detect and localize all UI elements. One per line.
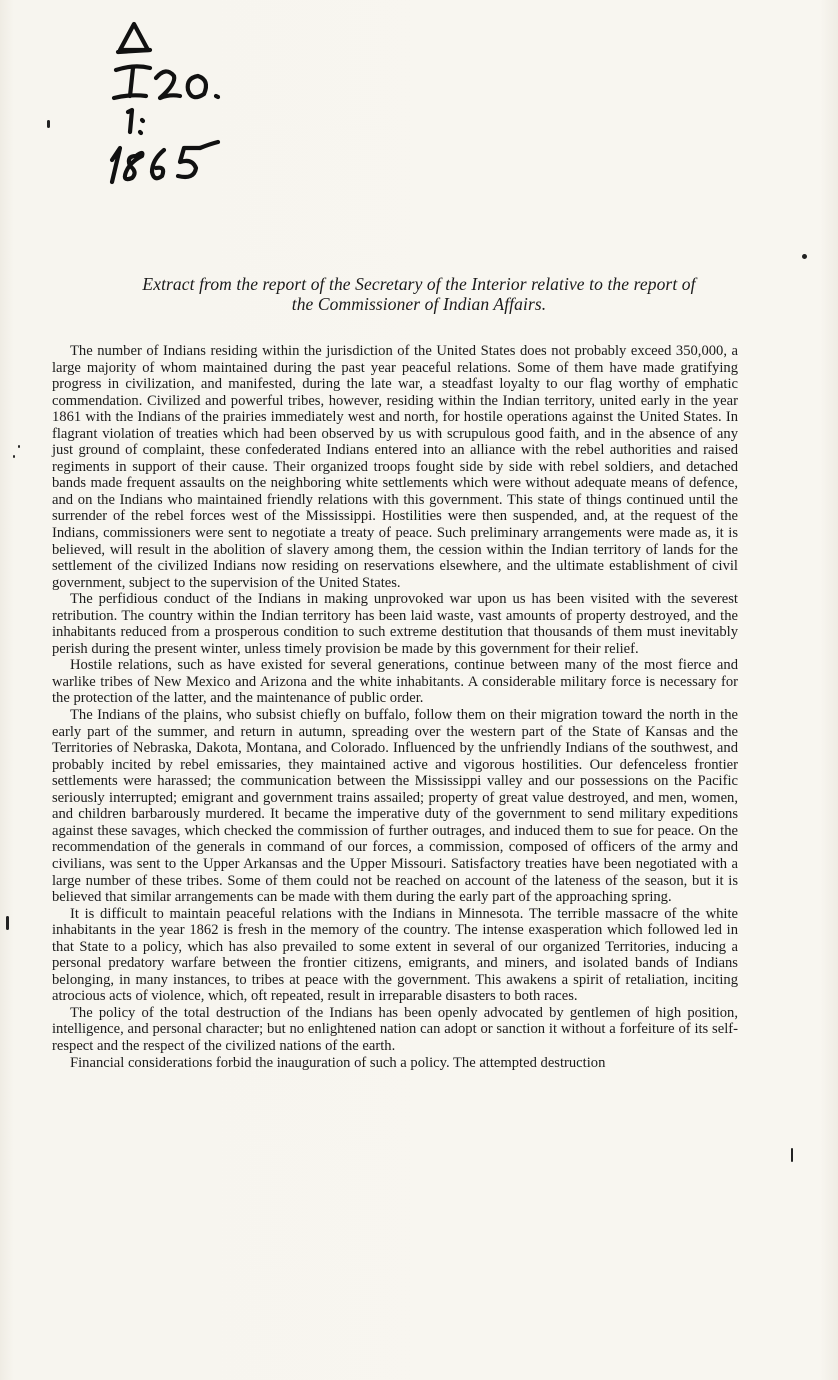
- document-title: [55, 274, 783, 314]
- paragraph: Financial considerations forbid the inauguration of such a policy. The attempted destruction: [70, 1054, 606, 1071]
- ink-speck: [18, 445, 20, 448]
- document-body: [52, 343, 738, 1071]
- paragraph: The number of Indians residing within the jurisdiction of the United States does not probably exceed 350,000, a large majority of whom maintained during the past year peaceful relations. Some of them have made gratifying progress in civilization, and manifested, during the late war, a steadfast loyalty to our flag worthy of emphatic commendation. Civilized and powerful tribes, however, residing within the Indian territory, united early in the year 1861 with the Indians of the prairies immediately west and north, for hostile operations against the United States. In flagrant violation of treaties which had been observed by us with scrupulous good faith, and in the absence of any just ground of complaint, these confederated Indians entered into an alliance with the rebel authorities and raised regiments in support of their cause. Their organized troops fought side by side with rebel soldiers, and detached bands made frequent assaults on the neighboring white settlements which were without adequate means of defence, and on the Indians who maintained friendly relations with this government. This state of things continued until the surrender of the rebel forces west of the Mississippi. Hostilities were then suspended, and, at the request of the Indians, commissioners were sent to negotiate a treaty of peace. Such preliminary arrangements were made as, it is believed, will result in the abolition of slavery among them, the cession within the Indian territory of lands for the settlement of the civilized Indians now residing on reservations elsewhere, and the ultimate establishment of civil government, subject to the supervision of the United States.: [52, 343, 738, 591]
- handwriting-strokes: [108, 10, 328, 190]
- paragraph: The policy of the total destruction of the Indians has been openly advocated by gentlemen of high position, intelligence, and personal character; but no enlightened nation can adopt or sanction it without a forfeiture of its self-respect and the respect of the civilized nations of the earth.: [52, 1004, 738, 1054]
- title-line-1: Extract from the report of the Secretary of the Interior relative to the report of: [142, 274, 696, 294]
- ink-speck: [791, 1148, 793, 1162]
- paragraph: The Indians of the plains, who subsist chiefly on buffalo, follow them on their migration toward the north in the early part of the summer, and return in autumn, spreading over the western part of the State of Kansas and the Territories of Nebraska, Dakota, Montana, and Colorado. Influenced by the unfriendly Indians of the southwest, and probably incited by rebel emissaries, they maintained active and vigorous hostilities. Our defenceless frontier settlements were harassed; the communication between the Mississippi valley and our possessions on the Pacific seriously interrupted; emigrant and government trains assailed; property of great value destroyed, and men, women, and children barbarously murdered. It became the imperative duty of the government to send military expeditions against these savages, which checked the commission of further outrages, and induced them to sue for peace. On the recommendation of the generals in command of our forces, a commission, composed of officers of the army and civilians, was sent to the Upper Arkansas and the Upper Missouri. Satisfactory treaties have been negotiated with a large number of these tribes. Some of them could not be reached on account of the lateness of the season, but it is believed that similar arrangements can be made with them during the early part of the approaching spring.: [52, 707, 738, 906]
- handwritten-annotation: [108, 10, 328, 190]
- ink-speck: [6, 916, 9, 930]
- title-line-2: the Commissioner of Indian Affairs.: [291, 294, 547, 314]
- paragraph: The perfidious conduct of the Indians in making unprovoked war upon us has been visited with the severest retribution. The country within the Indian territory has been laid waste, vast amounts of property destroyed, and the inhabitants reduced from a prosperous condition to such extreme destitution that thousands of them must inevitably perish during the present winter, unless timely provision be made by this government for their relief.: [52, 591, 738, 657]
- paragraph: It is difficult to maintain peaceful relations with the Indians in Minnesota. The terrible massacre of the white inhabitants in the year 1862 is fresh in the memory of the country. The intense exasperation which followed led in that State to a policy, which has also prevailed to some extent in several of our organized Territories, inducing a personal predatory warfare between the frontier citizens, emigrants, and miners, and isolated bands of Indians belonging, in many instances, to tribes at peace with the government. This awakens a spirit of retaliation, inciting atrocious acts of violence, which, oft repeated, result in irreparable disasters to both races.: [52, 905, 738, 1005]
- paragraph: Hostile relations, such as have existed for several generations, continue between many of the most fierce and warlike tribes of New Mexico and Arizona and the white inhabitants. A considerable military force is necessary for the protection of the latter, and the maintenance of public order.: [52, 657, 738, 707]
- ink-speck: [802, 254, 807, 259]
- ink-speck: [47, 120, 50, 128]
- ink-speck: [13, 455, 15, 458]
